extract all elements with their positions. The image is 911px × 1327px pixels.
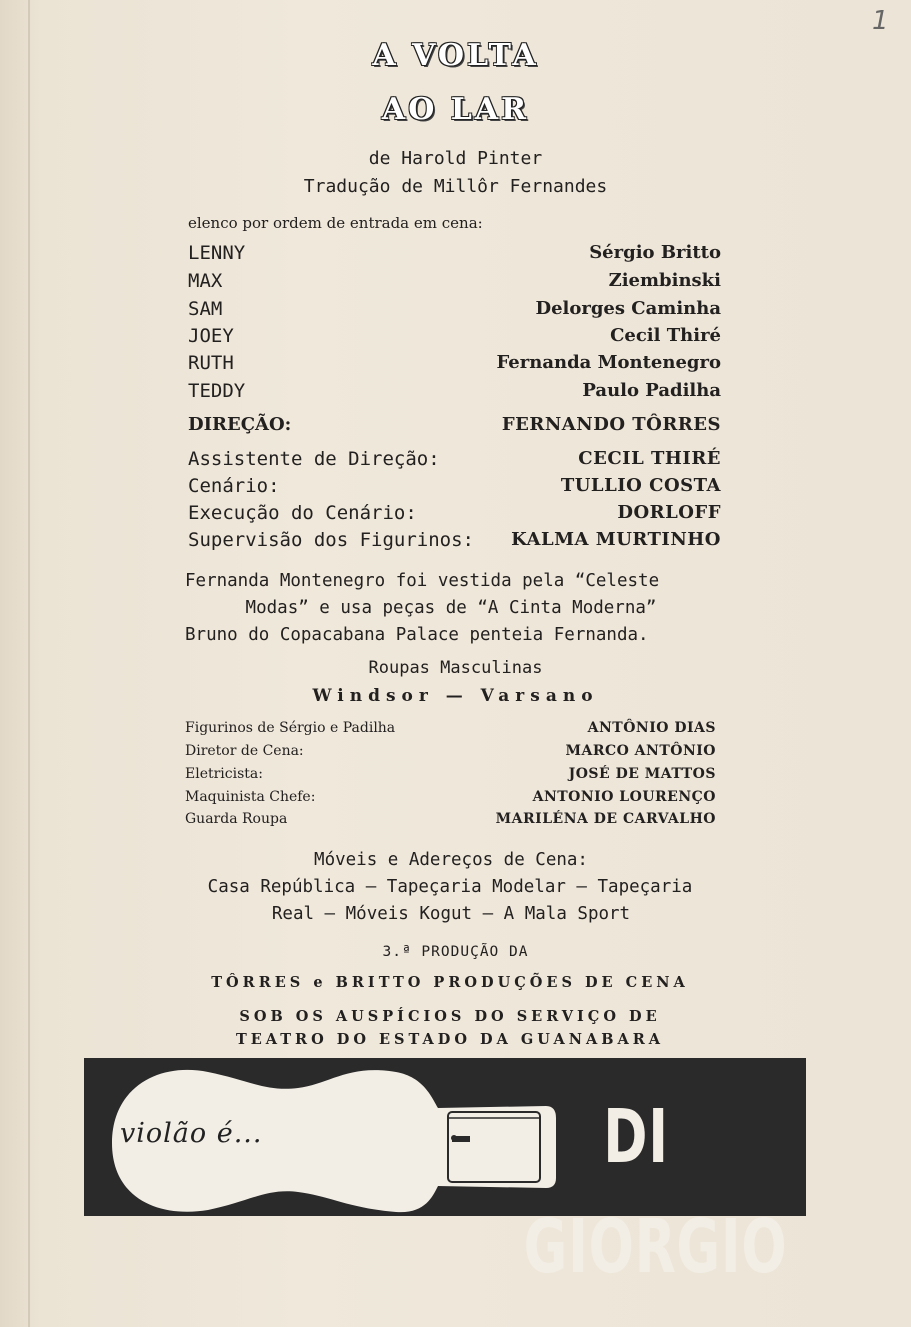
cast-actor: Cecil Thiré [610, 325, 721, 346]
costume-credit-line-1: Fernanda Montenegro foi vestida pela “Celeste [185, 571, 660, 591]
cast-role: JOEY [188, 325, 234, 347]
cast-role: TEDDY [188, 380, 246, 402]
cast-role: RUTH [188, 352, 234, 374]
auspices-line-1: SOB OS AUSPÍCIOS DO SERVIÇO DE [239, 1008, 661, 1025]
team-name: TULLIO COSTA [560, 475, 721, 496]
production-team-row [0, 475, 911, 503]
crew-role: Maquinista Chefe: [185, 789, 316, 805]
crew-role: Diretor de Cena: [185, 743, 304, 759]
team-name: DORLOFF [617, 502, 721, 523]
cast-row [0, 298, 911, 326]
author-credit: de Harold Pinter [368, 148, 543, 169]
crew-row [0, 811, 911, 833]
di-giorgio-advertisement [84, 1058, 806, 1290]
translation-credit: Tradução de Millôr Fernandes [303, 176, 608, 197]
cast-role: SAM [188, 298, 223, 320]
costume-credit-line-3: Bruno do Copacabana Palace penteia Fernanda. [185, 625, 649, 645]
crew-row [0, 720, 911, 742]
team-role: Cenário: [188, 475, 280, 497]
ad-tagline: violão é... [120, 1118, 263, 1149]
team-name: KALMA MURTINHO [511, 529, 721, 550]
crew-row [0, 766, 911, 788]
mens-clothing-brands: Windsor — Varsano [312, 686, 599, 706]
crew-name: MARCO ANTÔNIO [565, 743, 716, 759]
ad-brand-name: DI GIORGIO [523, 1094, 788, 1290]
team-role: Supervisão dos Figurinos: [188, 529, 474, 551]
cast-row [0, 242, 911, 270]
crew-name: JOSÉ DE MATTOS [568, 766, 716, 782]
cast-role: MAX [188, 270, 223, 292]
direction-name: FERNANDO TÔRRES [501, 414, 721, 435]
direction-row [0, 414, 911, 442]
direction-label: DIREÇÃO: [188, 414, 292, 435]
page-number: 1 [872, 6, 889, 36]
production-number: 3.ª PRODUÇÃO DA [382, 944, 529, 960]
cast-row [0, 352, 911, 380]
auspices-line-2: TEATRO DO ESTADO DA GUANABARA [235, 1031, 665, 1048]
crew-role: Guarda Roupa [185, 811, 288, 827]
crew-name: MARILÉNA DE CARVALHO [495, 811, 716, 827]
cast-actor: Fernanda Montenegro [496, 352, 721, 373]
furniture-line-1: Casa República — Tapeçaria Modelar — Tapeçaria [207, 877, 693, 897]
cast-row [0, 325, 911, 353]
production-team-row [0, 502, 911, 530]
cast-actor: Sérgio Britto [589, 242, 721, 263]
cast-row [0, 270, 911, 298]
cast-actor: Delorges Caminha [535, 298, 721, 319]
crew-role: Figurinos de Sérgio e Padilha [185, 720, 396, 736]
play-title-line-1: A VOLTA [372, 38, 539, 73]
crew-name: ANTONIO LOURENÇO [532, 789, 716, 805]
crew-row [0, 789, 911, 811]
production-team-row [0, 448, 911, 476]
cast-heading: elenco por ordem de entrada em cena: [188, 214, 483, 232]
team-role: Assistente de Direção: [188, 448, 440, 470]
furniture-line-2: Real — Móveis Kogut — A Mala Sport [271, 904, 631, 924]
crew-name: ANTÔNIO DIAS [587, 720, 716, 736]
mens-clothing-heading: Roupas Masculinas [368, 658, 543, 678]
costume-credit-line-2: Modas” e usa peças de “A Cinta Moderna” [245, 598, 657, 618]
cast-row [0, 380, 911, 408]
crew-row [0, 743, 911, 765]
cast-actor: Paulo Padilha [582, 380, 721, 401]
production-company: TÔRRES e BRITTO PRODUÇÕES DE CENA [211, 974, 689, 991]
play-title-line-2: AO LAR [381, 92, 530, 127]
production-team-row [0, 529, 911, 557]
furniture-heading: Móveis e Adereços de Cena: [314, 850, 588, 870]
cast-role: LENNY [188, 242, 246, 264]
cast-actor: Ziembinski [608, 270, 721, 291]
team-name: CECIL THIRÉ [578, 448, 721, 469]
team-role: Execução do Cenário: [188, 502, 417, 524]
crew-role: Eletricista: [185, 766, 263, 782]
